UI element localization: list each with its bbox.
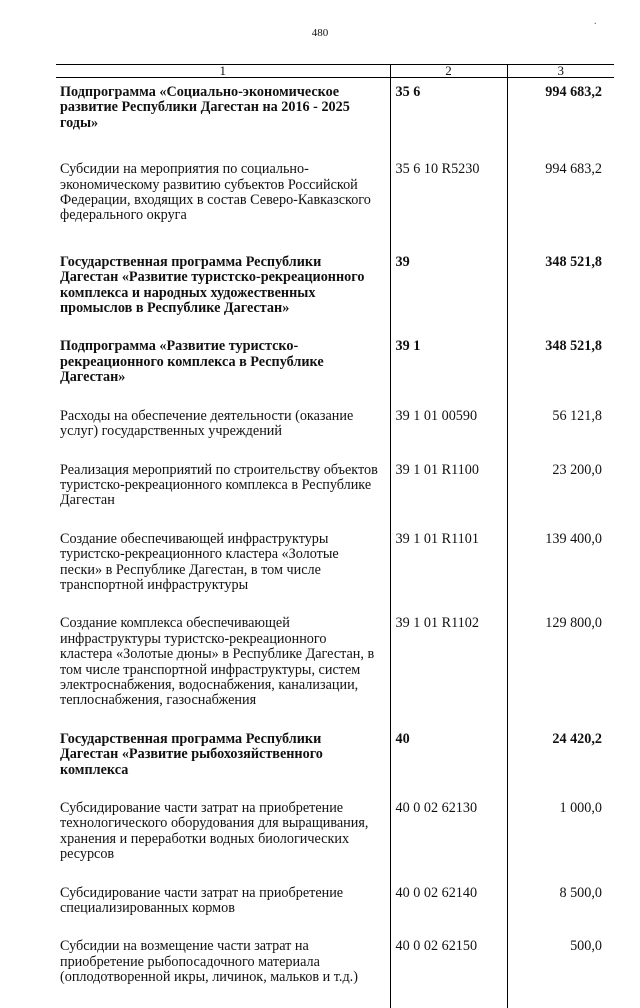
row-amount: 994 683,2 — [507, 78, 614, 156]
row-amount: 139 400,0 — [507, 525, 614, 610]
table-row — [56, 402, 614, 456]
row-code: 39 1 01 R1102 — [390, 609, 507, 724]
table-row — [56, 879, 614, 933]
row-name: Государственная программа Республики Дагестан «Развитие рыбохозяйственного комплекса — [60, 730, 323, 778]
row-amount: 348 521,8 — [507, 332, 614, 401]
table-row — [56, 525, 614, 610]
row-amount: 24 420,2 — [507, 725, 614, 794]
row-code: 39 1 01 R1101 — [390, 525, 507, 610]
row-code: 39 — [390, 248, 507, 333]
row-name: Субсидирование части затрат на приобретение специализированных кормов — [60, 884, 344, 917]
row-name: Государственная программа Республики Дагестан «Развитие туристско-рекреационного комплекса и народных художественных промыслов в Республике Дагестан» — [60, 253, 365, 317]
row-code: 40 0 02 62140 — [390, 879, 507, 933]
row-code: 40 0 02 62150 — [390, 932, 507, 1007]
header-col-2: 2 — [390, 65, 507, 78]
page-number: 480 — [311, 27, 329, 39]
table-row — [56, 456, 614, 525]
row-code: 39 1 — [390, 332, 507, 401]
table-row — [56, 725, 614, 794]
row-amount: 23 200,0 — [507, 456, 614, 525]
row-name: Подпрограмма «Развитие туристско-рекреационного комплекса в Республике Дагестан» — [60, 338, 324, 386]
header-row — [56, 65, 614, 78]
row-name: Реализация мероприятий по строительству объектов туристско-рекреационного комплекса в Республике Дагестан — [60, 461, 378, 509]
row-name: Субсидии на возмещение части затрат на приобретение рыбопосадочного материала (оплодотворенной икры, личинок, мальков и т.д.) — [60, 938, 358, 986]
row-name: Создание обеспечивающей инфраструктуры туристско-рекреационного кластера «Золотые пески» в Республике Дагестан, в том числе транспортной инфраструктуры — [60, 530, 339, 593]
header-col-1: 1 — [56, 65, 390, 78]
row-amount: 500,0 — [507, 932, 614, 1007]
row-name: Создание комплекса обеспечивающей инфраструктуры туристско-рекреационного кластера «Золотые дюны» в Республике Дагестан, в том числе транспортной инфраструктуры, систем электроснабжения, водоснабжения, канализации, теплоснабжения, газоснабжения — [60, 615, 375, 709]
table-row — [56, 155, 614, 248]
table-row — [56, 609, 614, 724]
table-row — [56, 78, 614, 156]
row-code: 35 6 10 R5230 — [390, 155, 507, 248]
row-code: 35 6 — [390, 78, 507, 156]
table-row — [56, 248, 614, 333]
row-name: Расходы на обеспечение деятельности (оказание услуг) государственных учреждений — [60, 407, 354, 440]
row-name: Субсидии на мероприятия по социально-экономическому развитию субъектов Российской Федерации, входящих в состав Северо-Кавказского федерального округа — [60, 161, 371, 224]
corner-mark: . — [594, 16, 597, 27]
row-amount: 129 800,0 — [507, 609, 614, 724]
table-row — [56, 794, 614, 879]
row-code: 40 — [390, 725, 507, 794]
row-code: 40 0 02 62130 — [390, 794, 507, 879]
row-name: Субсидирование части затрат на приобретение технологического оборудования для выращивания, хранения и переработки водных биологических ресурсов — [60, 800, 369, 863]
table-row — [56, 932, 614, 1007]
table-row — [56, 332, 614, 401]
row-amount: 56 121,8 — [507, 402, 614, 456]
row-amount: 1 000,0 — [507, 794, 614, 879]
row-amount: 994 683,2 — [507, 155, 614, 248]
header-col-3: 3 — [507, 65, 614, 78]
budget-table — [56, 64, 614, 1008]
row-code: 39 1 01 R1100 — [390, 456, 507, 525]
row-amount: 8 500,0 — [507, 879, 614, 933]
row-code: 39 1 01 00590 — [390, 402, 507, 456]
row-name: Подпрограмма «Социально-экономическое развитие Республики Дагестан на 2016 - 2025 годы» — [60, 84, 350, 131]
row-amount: 348 521,8 — [507, 248, 614, 333]
